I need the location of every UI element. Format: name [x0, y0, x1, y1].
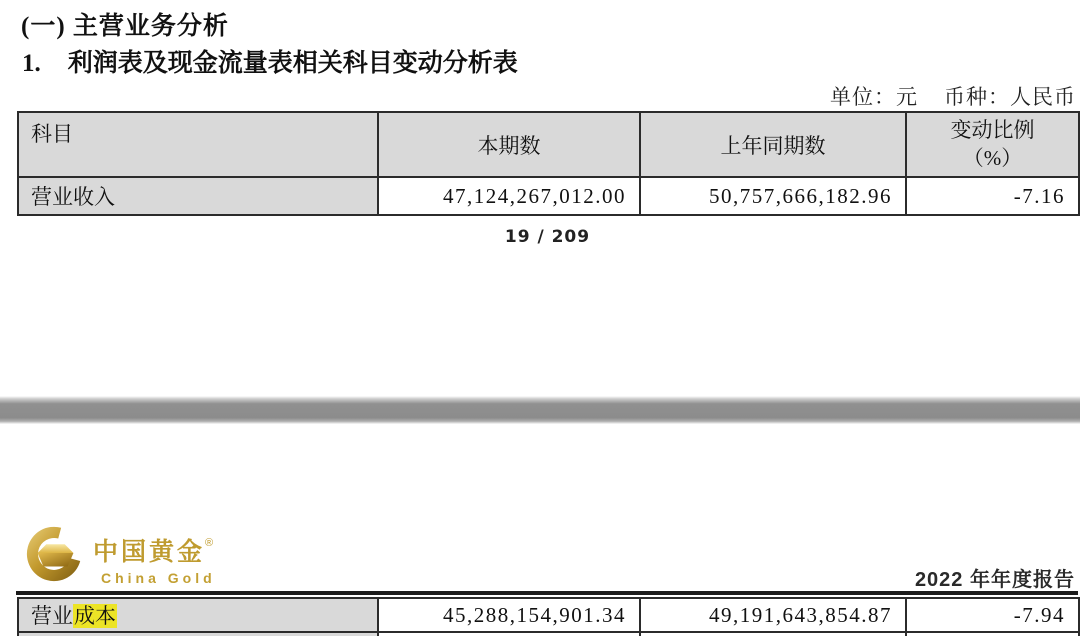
cell-subject: 营业收入 — [18, 177, 378, 215]
item-title-line — [22, 43, 518, 79]
profit-change-table-continued — [17, 597, 1080, 636]
logo-name-cn: 中国黄金 — [93, 538, 206, 566]
col-header-subject: 科目 — [18, 112, 378, 177]
unit-label: 单位：元 — [830, 85, 918, 109]
cell-change-percent: -7.16 — [906, 177, 1079, 215]
item-number: 1. — [22, 50, 41, 77]
item-title: 利润表及现金流量表相关科目变动分析表 — [67, 50, 518, 77]
logo-text — [93, 532, 216, 586]
table-header-row — [18, 112, 1079, 177]
section-heading: (一) 主营业务分析 — [21, 13, 229, 40]
profit-change-table — [17, 111, 1080, 216]
report-title: 2022 年年度报告 — [914, 569, 1075, 591]
cell-prior-amount: 49,191,643,854.87 — [640, 598, 906, 632]
page-break-separator — [0, 396, 1080, 424]
cell-current-amount: 47,124,267,012.00 — [378, 177, 640, 215]
currency-label: 币种：人民币 — [944, 85, 1076, 109]
unit-currency-note — [830, 81, 1076, 111]
report-page-20 — [0, 424, 1080, 636]
table-row-operating-cost — [18, 598, 1079, 632]
cell-prior-amount: 50,757,666,182.96 — [640, 177, 906, 215]
col-header-change: 变动比例 （%） — [906, 112, 1079, 177]
cell-subject: 营业成本 — [18, 598, 378, 632]
page-header-rule — [16, 591, 1078, 595]
search-highlight: 成本 — [74, 604, 116, 628]
logo-name-en: China Gold — [101, 570, 216, 586]
col-header-prior: 上年同期数 — [640, 112, 906, 177]
table-row-clipped — [18, 632, 1079, 636]
page-indicator: 19 / 209 — [504, 227, 591, 247]
china-gold-emblem-icon — [25, 520, 87, 584]
table-row-operating-revenue — [18, 177, 1079, 215]
cell-change-percent: -7.94 — [906, 598, 1079, 632]
registered-mark-icon: ® — [205, 537, 214, 549]
cell-current-amount: 45,288,154,901.34 — [378, 598, 640, 632]
col-header-current: 本期数 — [378, 112, 640, 177]
